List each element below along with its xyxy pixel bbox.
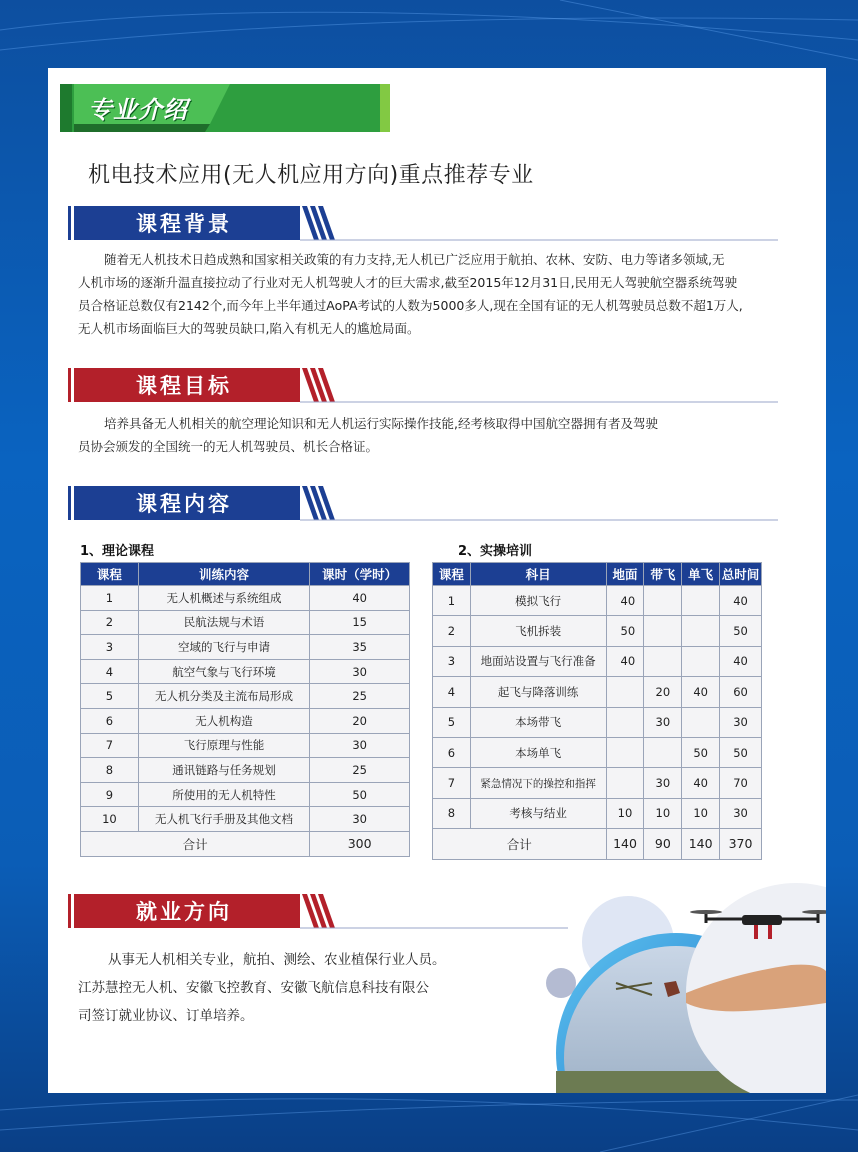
table-cell bbox=[682, 616, 720, 646]
table-cell: 起飞与降落训练 bbox=[470, 677, 606, 707]
column-header: 总时间 bbox=[720, 563, 762, 586]
table-cell bbox=[606, 768, 644, 798]
table-cell bbox=[644, 616, 682, 646]
table-row bbox=[81, 807, 410, 832]
table-header-row bbox=[433, 563, 762, 586]
table-cell: 30 bbox=[644, 707, 682, 737]
table-cell: 5 bbox=[81, 684, 139, 709]
table-cell: 50 bbox=[606, 616, 644, 646]
table-cell: 50 bbox=[720, 737, 762, 767]
table-cell: 紧急情况下的操控和指挥 bbox=[470, 768, 606, 798]
table-cell: 40 bbox=[720, 646, 762, 676]
table-cell: 30 bbox=[310, 659, 410, 684]
table-cell: 30 bbox=[310, 807, 410, 832]
section-title: 课程目标 bbox=[136, 374, 232, 398]
table-cell: 空域的飞行与申请 bbox=[138, 635, 309, 660]
table-cell: 60 bbox=[720, 677, 762, 707]
table-cell: 6 bbox=[433, 737, 471, 767]
table-row bbox=[433, 798, 762, 828]
table-cell: 8 bbox=[81, 758, 139, 783]
total-label: 合计 bbox=[81, 831, 310, 856]
table-cell: 70 bbox=[720, 768, 762, 798]
table-cell: 40 bbox=[720, 586, 762, 616]
table-cell: 无人机构造 bbox=[138, 708, 309, 733]
table-cell: 20 bbox=[644, 677, 682, 707]
table-cell: 航空气象与飞行环境 bbox=[138, 659, 309, 684]
table-cell bbox=[606, 737, 644, 767]
table-cell: 25 bbox=[310, 684, 410, 709]
drone-illustration bbox=[556, 833, 826, 1093]
table-row bbox=[81, 610, 410, 635]
table-row bbox=[433, 616, 762, 646]
table-cell: 10 bbox=[682, 798, 720, 828]
table-cell bbox=[682, 586, 720, 616]
table-cell: 7 bbox=[433, 768, 471, 798]
column-header: 单飞 bbox=[682, 563, 720, 586]
table-row bbox=[81, 659, 410, 684]
table-cell bbox=[644, 646, 682, 676]
table-cell: 30 bbox=[720, 707, 762, 737]
table-cell bbox=[606, 707, 644, 737]
text-line: 江苏慧控无人机、安徽飞控教育、安徽飞航信息科技有限公 bbox=[78, 980, 429, 996]
table-row bbox=[81, 708, 410, 733]
practice-table bbox=[432, 562, 762, 860]
table-cell: 所使用的无人机特性 bbox=[138, 782, 309, 807]
text-line: 人机市场的逐渐升温直接拉动了行业对无人机驾驶人才的巨大需求,截至2015年12月31日,民用无人驾驶航空器系统驾驶 bbox=[78, 275, 738, 290]
table-cell: 30 bbox=[644, 768, 682, 798]
table-cell: 通讯链路与任务规划 bbox=[138, 758, 309, 783]
table-cell: 40 bbox=[682, 768, 720, 798]
table-cell: 25 bbox=[310, 758, 410, 783]
drone-hand-image bbox=[556, 833, 826, 1093]
table-cell: 50 bbox=[720, 616, 762, 646]
section-header-goal bbox=[68, 366, 778, 406]
table-cell: 35 bbox=[310, 635, 410, 660]
section-header-background bbox=[68, 204, 778, 244]
table-row bbox=[433, 737, 762, 767]
table-cell: 3 bbox=[433, 646, 471, 676]
section-title: 课程背景 bbox=[136, 212, 232, 236]
table-row bbox=[433, 677, 762, 707]
table-cell bbox=[644, 737, 682, 767]
table-cell bbox=[682, 646, 720, 676]
table-cell bbox=[682, 707, 720, 737]
table-cell: 1 bbox=[81, 586, 139, 611]
table-cell: 20 bbox=[310, 708, 410, 733]
total-value: 140 bbox=[682, 829, 720, 859]
table-cell: 30 bbox=[310, 733, 410, 758]
table-cell: 50 bbox=[310, 782, 410, 807]
table-header-row bbox=[81, 563, 410, 586]
theory-subtitle: 1、理论课程 bbox=[80, 544, 155, 559]
background-paragraph bbox=[78, 248, 793, 340]
text-line: 员合格证总数仅有2142个,而今年上半年通过AoPA考试的人数为5000多人,现在全国有证的无人机驾驶员总数不超1万人, bbox=[78, 298, 743, 313]
table-cell: 9 bbox=[81, 782, 139, 807]
table-row bbox=[433, 707, 762, 737]
total-label: 合计 bbox=[433, 829, 607, 859]
table-cell: 4 bbox=[433, 677, 471, 707]
table-cell: 1 bbox=[433, 586, 471, 616]
table-cell: 地面站设置与飞行准备 bbox=[470, 646, 606, 676]
table-cell: 无人机飞行手册及其他文档 bbox=[138, 807, 309, 832]
column-header: 课时（学时） bbox=[310, 563, 410, 586]
table-cell: 10 bbox=[606, 798, 644, 828]
table-cell: 无人机概述与系统组成 bbox=[138, 586, 309, 611]
section-header-career bbox=[68, 892, 778, 932]
total-value: 90 bbox=[644, 829, 682, 859]
tab-label: 专业介绍 bbox=[88, 96, 188, 124]
table-cell: 10 bbox=[81, 807, 139, 832]
table-cell bbox=[606, 677, 644, 707]
table-cell: 15 bbox=[310, 610, 410, 635]
table-cell: 飞机拆装 bbox=[470, 616, 606, 646]
table-cell: 民航法规与术语 bbox=[138, 610, 309, 635]
table-row bbox=[433, 586, 762, 616]
table-cell: 40 bbox=[310, 586, 410, 611]
total-value: 300 bbox=[310, 831, 410, 856]
table-cell: 2 bbox=[433, 616, 471, 646]
text-line: 司签订就业协议、订单培养。 bbox=[78, 1008, 254, 1024]
column-header: 课程 bbox=[433, 563, 471, 586]
column-header: 带飞 bbox=[644, 563, 682, 586]
table-cell: 40 bbox=[682, 677, 720, 707]
table-cell: 5 bbox=[433, 707, 471, 737]
table-cell: 2 bbox=[81, 610, 139, 635]
section-tab bbox=[60, 84, 390, 132]
content-panel bbox=[48, 68, 826, 1093]
table-cell: 30 bbox=[720, 798, 762, 828]
table-cell: 40 bbox=[606, 646, 644, 676]
career-paragraph bbox=[78, 946, 538, 1030]
table-cell: 本场带飞 bbox=[470, 707, 606, 737]
table-cell: 10 bbox=[644, 798, 682, 828]
table-cell: 飞行原理与性能 bbox=[138, 733, 309, 758]
text-line: 员协会颁发的全国统一的无人机驾驶员、机长合格证。 bbox=[78, 439, 379, 454]
section-header-content bbox=[68, 484, 778, 524]
table-cell: 4 bbox=[81, 659, 139, 684]
goal-paragraph bbox=[78, 412, 793, 458]
table-cell: 40 bbox=[606, 586, 644, 616]
table-cell: 8 bbox=[433, 798, 471, 828]
table-row bbox=[81, 758, 410, 783]
table-row bbox=[81, 684, 410, 709]
theory-table bbox=[80, 562, 410, 857]
table-cell: 50 bbox=[682, 737, 720, 767]
table-row bbox=[81, 782, 410, 807]
section-title: 课程内容 bbox=[136, 492, 232, 516]
table-cell: 考核与结业 bbox=[470, 798, 606, 828]
column-header: 训练内容 bbox=[138, 563, 309, 586]
table-cell: 无人机分类及主流布局形成 bbox=[138, 684, 309, 709]
table-cell: 3 bbox=[81, 635, 139, 660]
table-cell: 6 bbox=[81, 708, 139, 733]
table-row bbox=[81, 635, 410, 660]
table-cell bbox=[644, 586, 682, 616]
page-title: 机电技术应用(无人机应用方向)重点推荐专业 bbox=[88, 163, 534, 188]
section-title: 就业方向 bbox=[136, 900, 232, 924]
table-cell: 7 bbox=[81, 733, 139, 758]
table-cell: 模拟飞行 bbox=[470, 586, 606, 616]
practice-subtitle: 2、实操培训 bbox=[458, 544, 533, 559]
column-header: 地面 bbox=[606, 563, 644, 586]
text-line: 无人机市场面临巨大的驾驶员缺口,陷入有机无人的尴尬局面。 bbox=[78, 321, 420, 336]
table-total-row bbox=[81, 831, 410, 856]
table-row bbox=[433, 646, 762, 676]
table-row bbox=[433, 768, 762, 798]
column-header: 课程 bbox=[81, 563, 139, 586]
text-line: 从事无人机相关专业，航拍、测绘、农业植保行业人员。 bbox=[108, 952, 446, 968]
column-header: 科目 bbox=[470, 563, 606, 586]
table-row bbox=[81, 586, 410, 611]
table-row bbox=[81, 733, 410, 758]
text-line: 随着无人机技术日趋成熟和国家相关政策的有力支持,无人机已广泛应用于航拍、农林、安防、电力等诸多领域,无 bbox=[104, 252, 725, 267]
table-cell: 本场单飞 bbox=[470, 737, 606, 767]
total-value: 140 bbox=[606, 829, 644, 859]
total-value: 370 bbox=[720, 829, 762, 859]
text-line: 培养具备无人机相关的航空理论知识和无人机运行实际操作技能,经考核取得中国航空器拥有者及驾驶 bbox=[104, 416, 658, 431]
